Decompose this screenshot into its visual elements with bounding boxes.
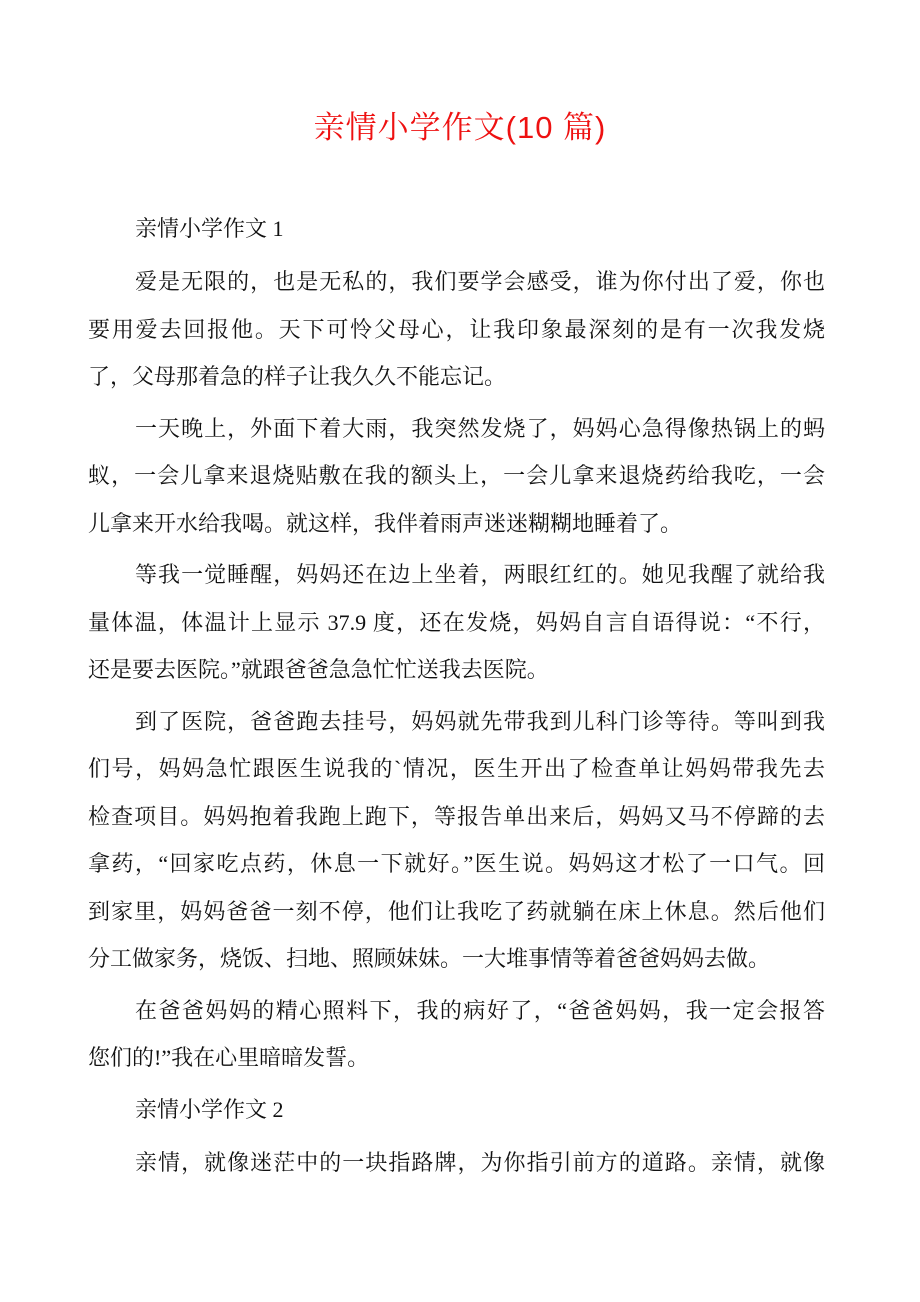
paragraph-line: 到了医院，爸爸跑去挂号，妈妈就先带我到儿科门诊等待。等叫到我 bbox=[135, 708, 825, 734]
paragraph-line: 一天晚上，外面下着大雨，我突然发烧了，妈妈心急得像热锅上的蚂 bbox=[135, 415, 825, 441]
section-heading: 亲情小学作文 2 bbox=[135, 1096, 284, 1122]
paragraph-line: 拿药，“回家吃点药，休息一下就好。”医生说。妈妈这才松了一口气。回 bbox=[88, 851, 825, 876]
paragraph-line: 了，父母那着急的样子让我久久不能忘记。 bbox=[88, 364, 507, 389]
paragraph-line: 蚁，一会儿拿来退烧贴敷在我的额头上，一会儿拿来退烧药给我吃，一会 bbox=[88, 463, 825, 488]
paragraph-line: 分工做家务，烧饭、扫地、照顾妹妹。一大堆事情等着爸爸妈妈去做。 bbox=[88, 946, 771, 971]
paragraph bbox=[88, 698, 825, 983]
paragraph bbox=[88, 551, 825, 694]
paragraph-line: 还是要去医院。”就跟爸爸急急忙忙送我去医院。 bbox=[88, 657, 549, 682]
document-body bbox=[88, 205, 825, 1190]
paragraph-line: 在爸爸妈妈的精心照料下，我的病好了，“爸爸妈妈，我一定会报答 bbox=[135, 997, 825, 1023]
paragraph-line: 等我一觉睡醒，妈妈还在边上坐着，两眼红红的。她见我醒了就给我 bbox=[135, 562, 825, 587]
paragraph-line: 爱是无限的，也是无私的，我们要学会感受，谁为你付出了爱，你也 bbox=[135, 269, 825, 294]
paragraph-line: 量体温，体温计上显示 37.9 度，还在发烧，妈妈自言自语得说：“不行， bbox=[88, 609, 825, 635]
paragraph-line: 要用爱去回报他。天下可怜父母心，让我印象最深刻的是有一次我发烧 bbox=[88, 316, 825, 342]
paragraph bbox=[88, 1139, 825, 1187]
paragraph bbox=[88, 987, 825, 1082]
paragraph bbox=[88, 258, 825, 401]
paragraph-line: 儿拿来开水给我喝。就这样，我伴着雨声迷迷糊糊地睡着了。 bbox=[88, 510, 683, 536]
paragraph-line: 亲情，就像迷茫中的一块指路牌，为你指引前方的道路。亲情，就像 bbox=[135, 1149, 825, 1175]
paragraph-line: 到家里，妈妈爸爸一刻不停，他们让我吃了药就躺在床上休息。然后他们 bbox=[88, 898, 825, 924]
section-heading: 亲情小学作文 1 bbox=[135, 216, 284, 241]
paragraph-line: 您们的!”我在心里暗暗发誓。 bbox=[88, 1045, 370, 1070]
paragraph-line: 们号，妈妈急忙跟医生说我的`情况，医生开出了检查单让妈妈带我先去 bbox=[88, 756, 825, 781]
paragraph bbox=[88, 405, 825, 548]
document-title: 亲情小学作文(10 篇) bbox=[313, 110, 607, 145]
paragraph-line: 检查项目。妈妈抱着我跑上跑下，等报告单出来后，妈妈又马不停蹄的去 bbox=[88, 803, 825, 829]
